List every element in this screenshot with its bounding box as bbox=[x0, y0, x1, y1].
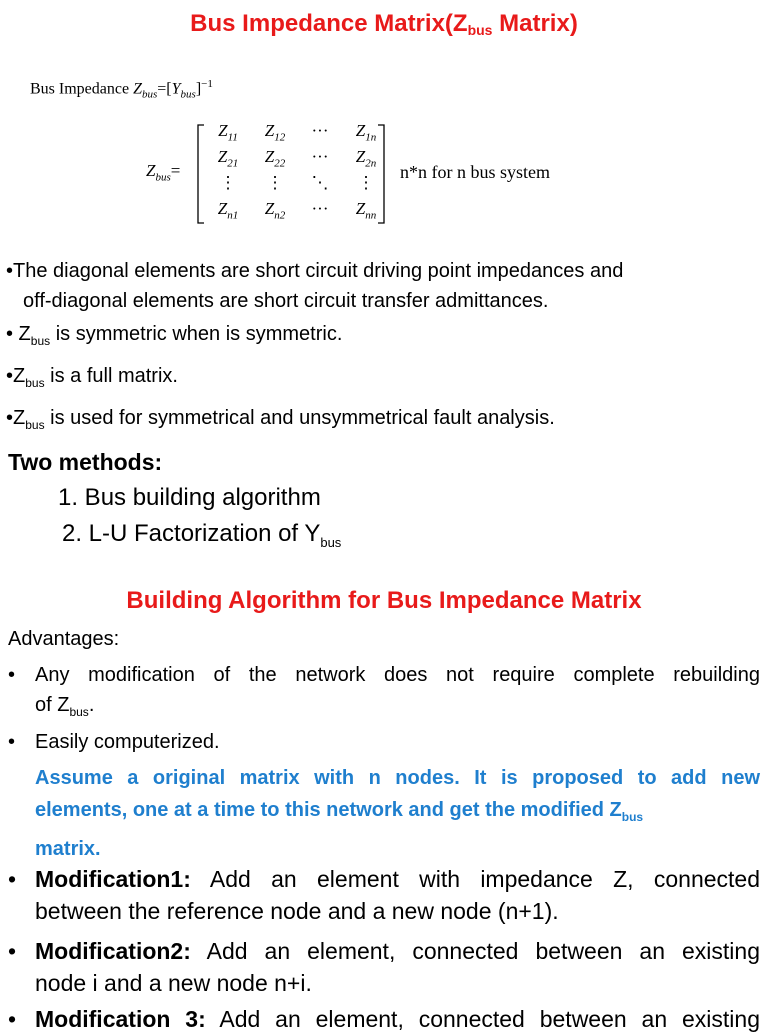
matrix-cell: ⋮ bbox=[357, 173, 375, 192]
bullet: • bbox=[8, 664, 16, 686]
matrix-cell: $Z_{22}$ bbox=[264, 147, 286, 170]
properties-block bbox=[6, 256, 762, 440]
matrix-cell: $Z_{2n}$ bbox=[355, 147, 377, 170]
matrix-cell: ⋮ bbox=[266, 173, 284, 192]
zbus-definition: Bus Impedance $Z_{bus}=[Y_{bus}]^{-1}$ bbox=[30, 78, 213, 101]
modification-3: • Modification 3: Add an element, connected between an existing bbox=[8, 1003, 760, 1035]
matrix-cell: $Z_{12}$ bbox=[264, 121, 286, 144]
matrix-cell: $Z_{nn}$ bbox=[355, 199, 377, 222]
matrix-cell: ⋮ bbox=[219, 173, 237, 192]
matrix-cell: ··· bbox=[311, 147, 329, 166]
bullet: • bbox=[8, 866, 17, 892]
matrix-cell: $Z_{1n}$ bbox=[355, 121, 377, 144]
matrix-cell: ⋱ bbox=[311, 173, 329, 192]
property-2: • $Z_{bus}$ is symmetric when is symmetric. bbox=[6, 323, 343, 348]
matrix-cell: $Z_{21}$ bbox=[217, 147, 239, 170]
property-3: $•Z_{bus}$ is a full matrix. bbox=[6, 365, 178, 390]
matrix-cell: $Z_{11}$ bbox=[218, 121, 238, 144]
advantage-1: • Any modification of the network does not require complete rebuilding of $Z_{bus}$. bbox=[8, 660, 760, 720]
matrix-cell: $Z_{n2}$ bbox=[264, 199, 286, 222]
property-1: •The diagonal elements are short circuit driving point impedances and off-diagonal elements are short circuit transfer admittances. bbox=[6, 260, 624, 312]
page-title: Bus Impedance $Matrix(Z_{bus}$ Matrix) bbox=[190, 10, 578, 38]
advantages-label: Advantages: bbox=[8, 628, 120, 650]
methods-heading: Two methods: bbox=[8, 449, 163, 475]
matrix-cell: ··· bbox=[311, 199, 329, 218]
modification-2: • Modification2: Add an element, connected between an existing node i and a new node n+i. bbox=[8, 935, 760, 999]
matrix-cell: $Z_{n1}$ bbox=[217, 199, 239, 222]
bullet: • bbox=[8, 938, 17, 964]
assume-paragraph: Assume a original matrix with n nodes. It is proposed to add new elements, one at a time to this network and get the modified $Z_{bus}$ matrix. bbox=[35, 767, 760, 860]
matrix-cell: ··· bbox=[311, 121, 329, 140]
method-1: 1. Bus building algorithm bbox=[58, 484, 321, 511]
method-2: 2. L-U Factorization of $Y_{bus}$ bbox=[62, 520, 342, 550]
modification-1: • Modification1: Add an element with impedance Z, connected between the reference node and a new node (n+1). bbox=[8, 863, 760, 927]
matrix-note: n*n for n bus system bbox=[400, 162, 550, 182]
property-4: $•Z_{bus}$ is used for symmetrical and unsymmetrical fault analysis. bbox=[6, 407, 555, 432]
matrix-lhs: $Z_{bus}=$ bbox=[146, 161, 181, 184]
zbus-matrix-equation bbox=[0, 115, 768, 230]
bullet: • bbox=[8, 731, 16, 753]
bullet: • bbox=[8, 1006, 17, 1032]
section-title: Building Algorithm for Bus Impedance Matrix bbox=[126, 587, 642, 614]
